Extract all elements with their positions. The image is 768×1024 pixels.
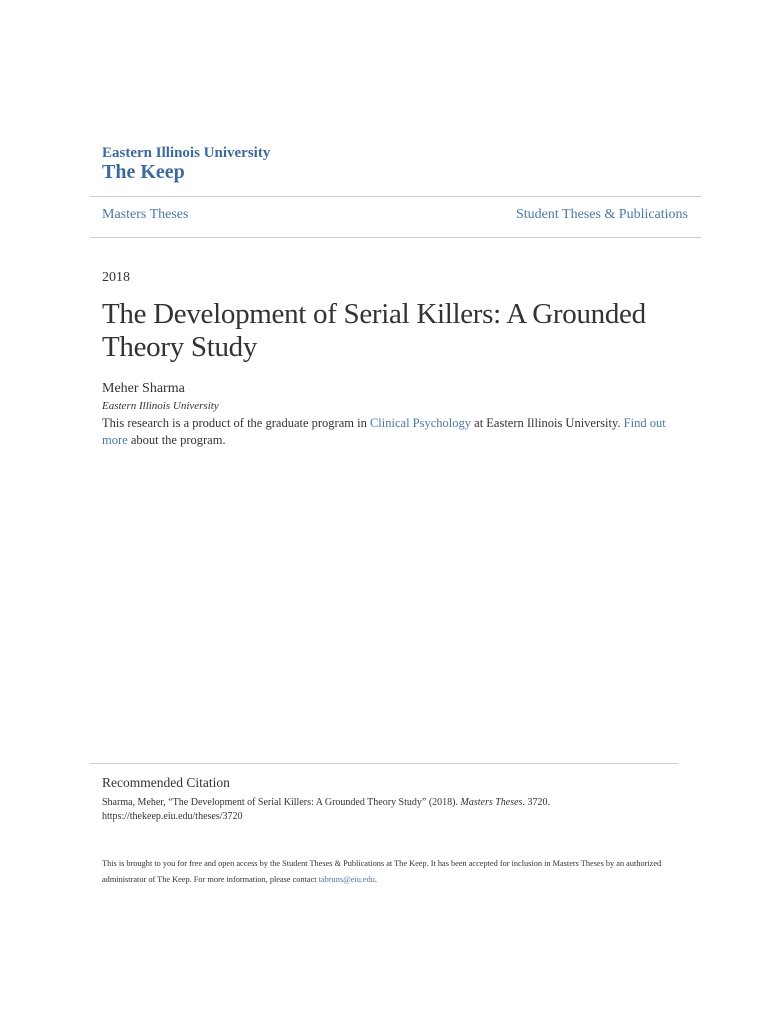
author-name: Meher Sharma <box>102 381 185 396</box>
masters-theses-link[interactable]: Masters Theses <box>102 207 189 222</box>
program-statement <box>102 415 672 449</box>
citation-heading: Recommended Citation <box>102 775 230 790</box>
program-suffix: about the program. <box>127 433 226 447</box>
access-note-text: This is brought to you for free and open access by the Student Theses & Publications at The Keep. It has been accepted for inclusion in Masters Theses by an authorized administrator of The Keep. For more information, please contact <box>102 859 662 884</box>
student-theses-publications-link[interactable]: Student Theses & Publications <box>515 207 688 222</box>
top-divider <box>90 196 701 197</box>
citation-url[interactable]: https://thekeep.eiu.edu/theses/3720 <box>102 811 243 822</box>
paper-title: The Development of Serial Killers: A Grounded Theory Study <box>102 298 646 363</box>
clinical-psychology-link[interactable]: Clinical Psychology <box>369 416 472 430</box>
program-prefix: This research is a product of the graduate program in <box>102 416 370 430</box>
citation-series: Masters Theses <box>460 797 523 808</box>
citation-prefix: Sharma, Meher, “The Development of Serial Killers: A Grounded Theory Study” (2018). <box>102 797 461 808</box>
publication-year: 2018 <box>102 270 130 285</box>
repository-name[interactable]: The Keep <box>102 161 185 183</box>
nav-divider <box>90 237 701 238</box>
access-note <box>102 856 682 888</box>
citation-divider <box>90 763 678 764</box>
institution-name: Eastern Illinois University <box>102 145 271 161</box>
citation-suffix: . 3720. <box>522 797 550 808</box>
citation-text <box>102 796 662 824</box>
find-out-more-link[interactable]: Find out more <box>102 416 666 447</box>
access-note-end: . <box>374 875 377 884</box>
program-middle: at Eastern Illinois University. <box>471 416 624 430</box>
author-affiliation: Eastern Illinois University <box>102 400 219 412</box>
contact-email-link[interactable]: tabruns@eiu.edu <box>318 875 375 884</box>
